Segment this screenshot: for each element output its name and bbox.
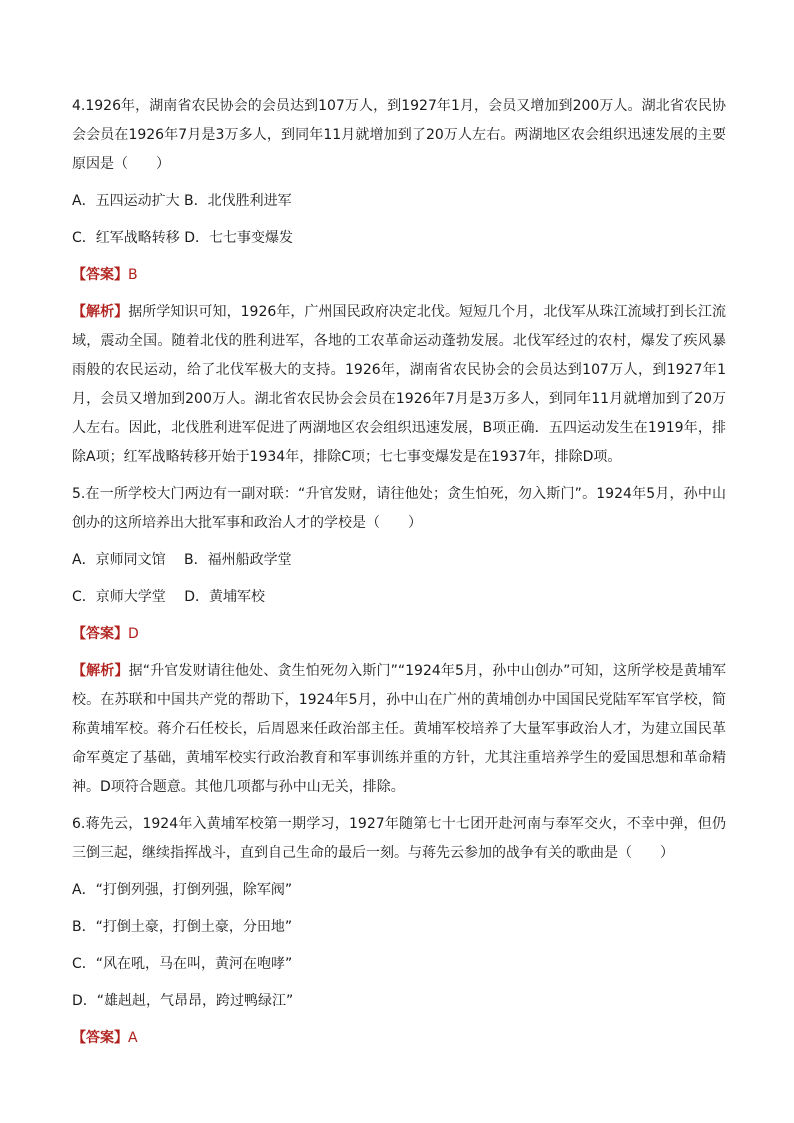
- analysis-tag: 【解析】: [72, 663, 129, 679]
- question-5-options-cd: C．京师大学堂 D．黄埔军校: [72, 589, 266, 605]
- question-6-option-b: B．“打倒土豪，打倒土豪，分田地”: [72, 919, 293, 935]
- answer-value: B: [128, 267, 138, 283]
- question-4-options-ab: A．五四运动扩大 B．北伐胜利进军: [72, 193, 292, 209]
- question-6-option-a: A．“打倒列强，打倒列强，除军阀”: [72, 882, 293, 898]
- question-4-options-cd: C．红军战略转移 D．七七事变爆发: [72, 230, 294, 246]
- question-6: [72, 810, 726, 1053]
- question-6-answer: [72, 1024, 726, 1053]
- question-4-stem: 4.1926年，湖南省农民协会的会员达到107万人，到1927年1月，会员又增加到200万人。湖北省农民协会会员在1926年7月是3万多人，到同年11月就增加到了20万人左右。两湖地区农会组织迅速发展的主要原因是（ ）: [72, 98, 726, 172]
- analysis-tag: 【解析】: [72, 304, 129, 320]
- analysis-text: 据“升官发财请往他处、贪生怕死勿入斯门”“1924年5月，孙中山创办”可知，这所学校是黄埔军校。在苏联和中国共产党的帮助下，1924年5月，孙中山在广州的黄埔创办中国国民党陆军军官学校，简称黄埔军校。蒋介石任校长，后周恩来任政治部主任。黄埔军校培养了大量军事政治人才，为建立国民革命军奠定了基础，黄埔军校实行政治教育和军事训练并重的方针，尤其注重培养学生的爱国思想和革命精神。D项符合题意。其他几项都与孙中山无关，排除。: [72, 663, 727, 795]
- question-5-options-ab: A．京师同文馆 B．福州船政学堂: [72, 552, 292, 568]
- question-5-answer: [72, 620, 726, 649]
- question-4-analysis: [72, 298, 726, 472]
- answer-tag: 【答案】: [72, 626, 128, 642]
- answer-tag: 【答案】: [72, 1030, 128, 1046]
- question-5-analysis: [72, 657, 726, 802]
- question-6-stem: 6.蒋先云，1924年入黄埔军校第一期学习，1927年随第七十七团开赴河南与奉军交火，不幸中弹，但仍三倒三起，继续指挥战斗，直到自己生命的最后一刻。与蒋先云参加的战争有关的歌曲是（ ）: [72, 816, 726, 861]
- question-4-answer: [72, 261, 726, 290]
- question-5-stem: 5.在一所学校大门两边有一副对联：“升官发财，请往他处；贪生怕死，勿入斯门”。1924年5月，孙中山创办的这所培养出大批军事和政治人才的学校是（ ）: [72, 486, 726, 531]
- question-6-option-d: D．“雄赳赳，气昂昂，跨过鸭绿江”: [72, 993, 294, 1009]
- question-5: [72, 480, 726, 802]
- document-content: [72, 92, 726, 1061]
- answer-value: D: [128, 626, 139, 642]
- question-4: [72, 92, 726, 472]
- question-6-option-c: C．“风在吼，马在叫，黄河在咆哮”: [72, 956, 293, 972]
- answer-value: A: [128, 1030, 138, 1046]
- answer-tag: 【答案】: [72, 267, 128, 283]
- analysis-text: 据所学知识可知，1926年，广州国民政府决定北伐。短短几个月，北伐军从珠江流域打到长江流域，震动全国。随着北伐的胜利进军，各地的工农革命运动蓬勃发展。北伐军经过的农村，爆发了疾风暴雨般的农民运动，给了北伐军极大的支持。1926年，湖南省农民协会的会员达到107万人，到1927年1月，会员又增加到200万人。湖北省农民协会会员在1926年7月是3万多人，到同年11月就增加到了20万人左右。因此，北伐胜利进军促进了两湖地区农会组织迅速发展，B项正确．五四运动发生在1919年，排除A项；红军战略转移开始于1934年，排除C项；七七事变爆发是在1937年，排除D项。: [72, 304, 726, 465]
